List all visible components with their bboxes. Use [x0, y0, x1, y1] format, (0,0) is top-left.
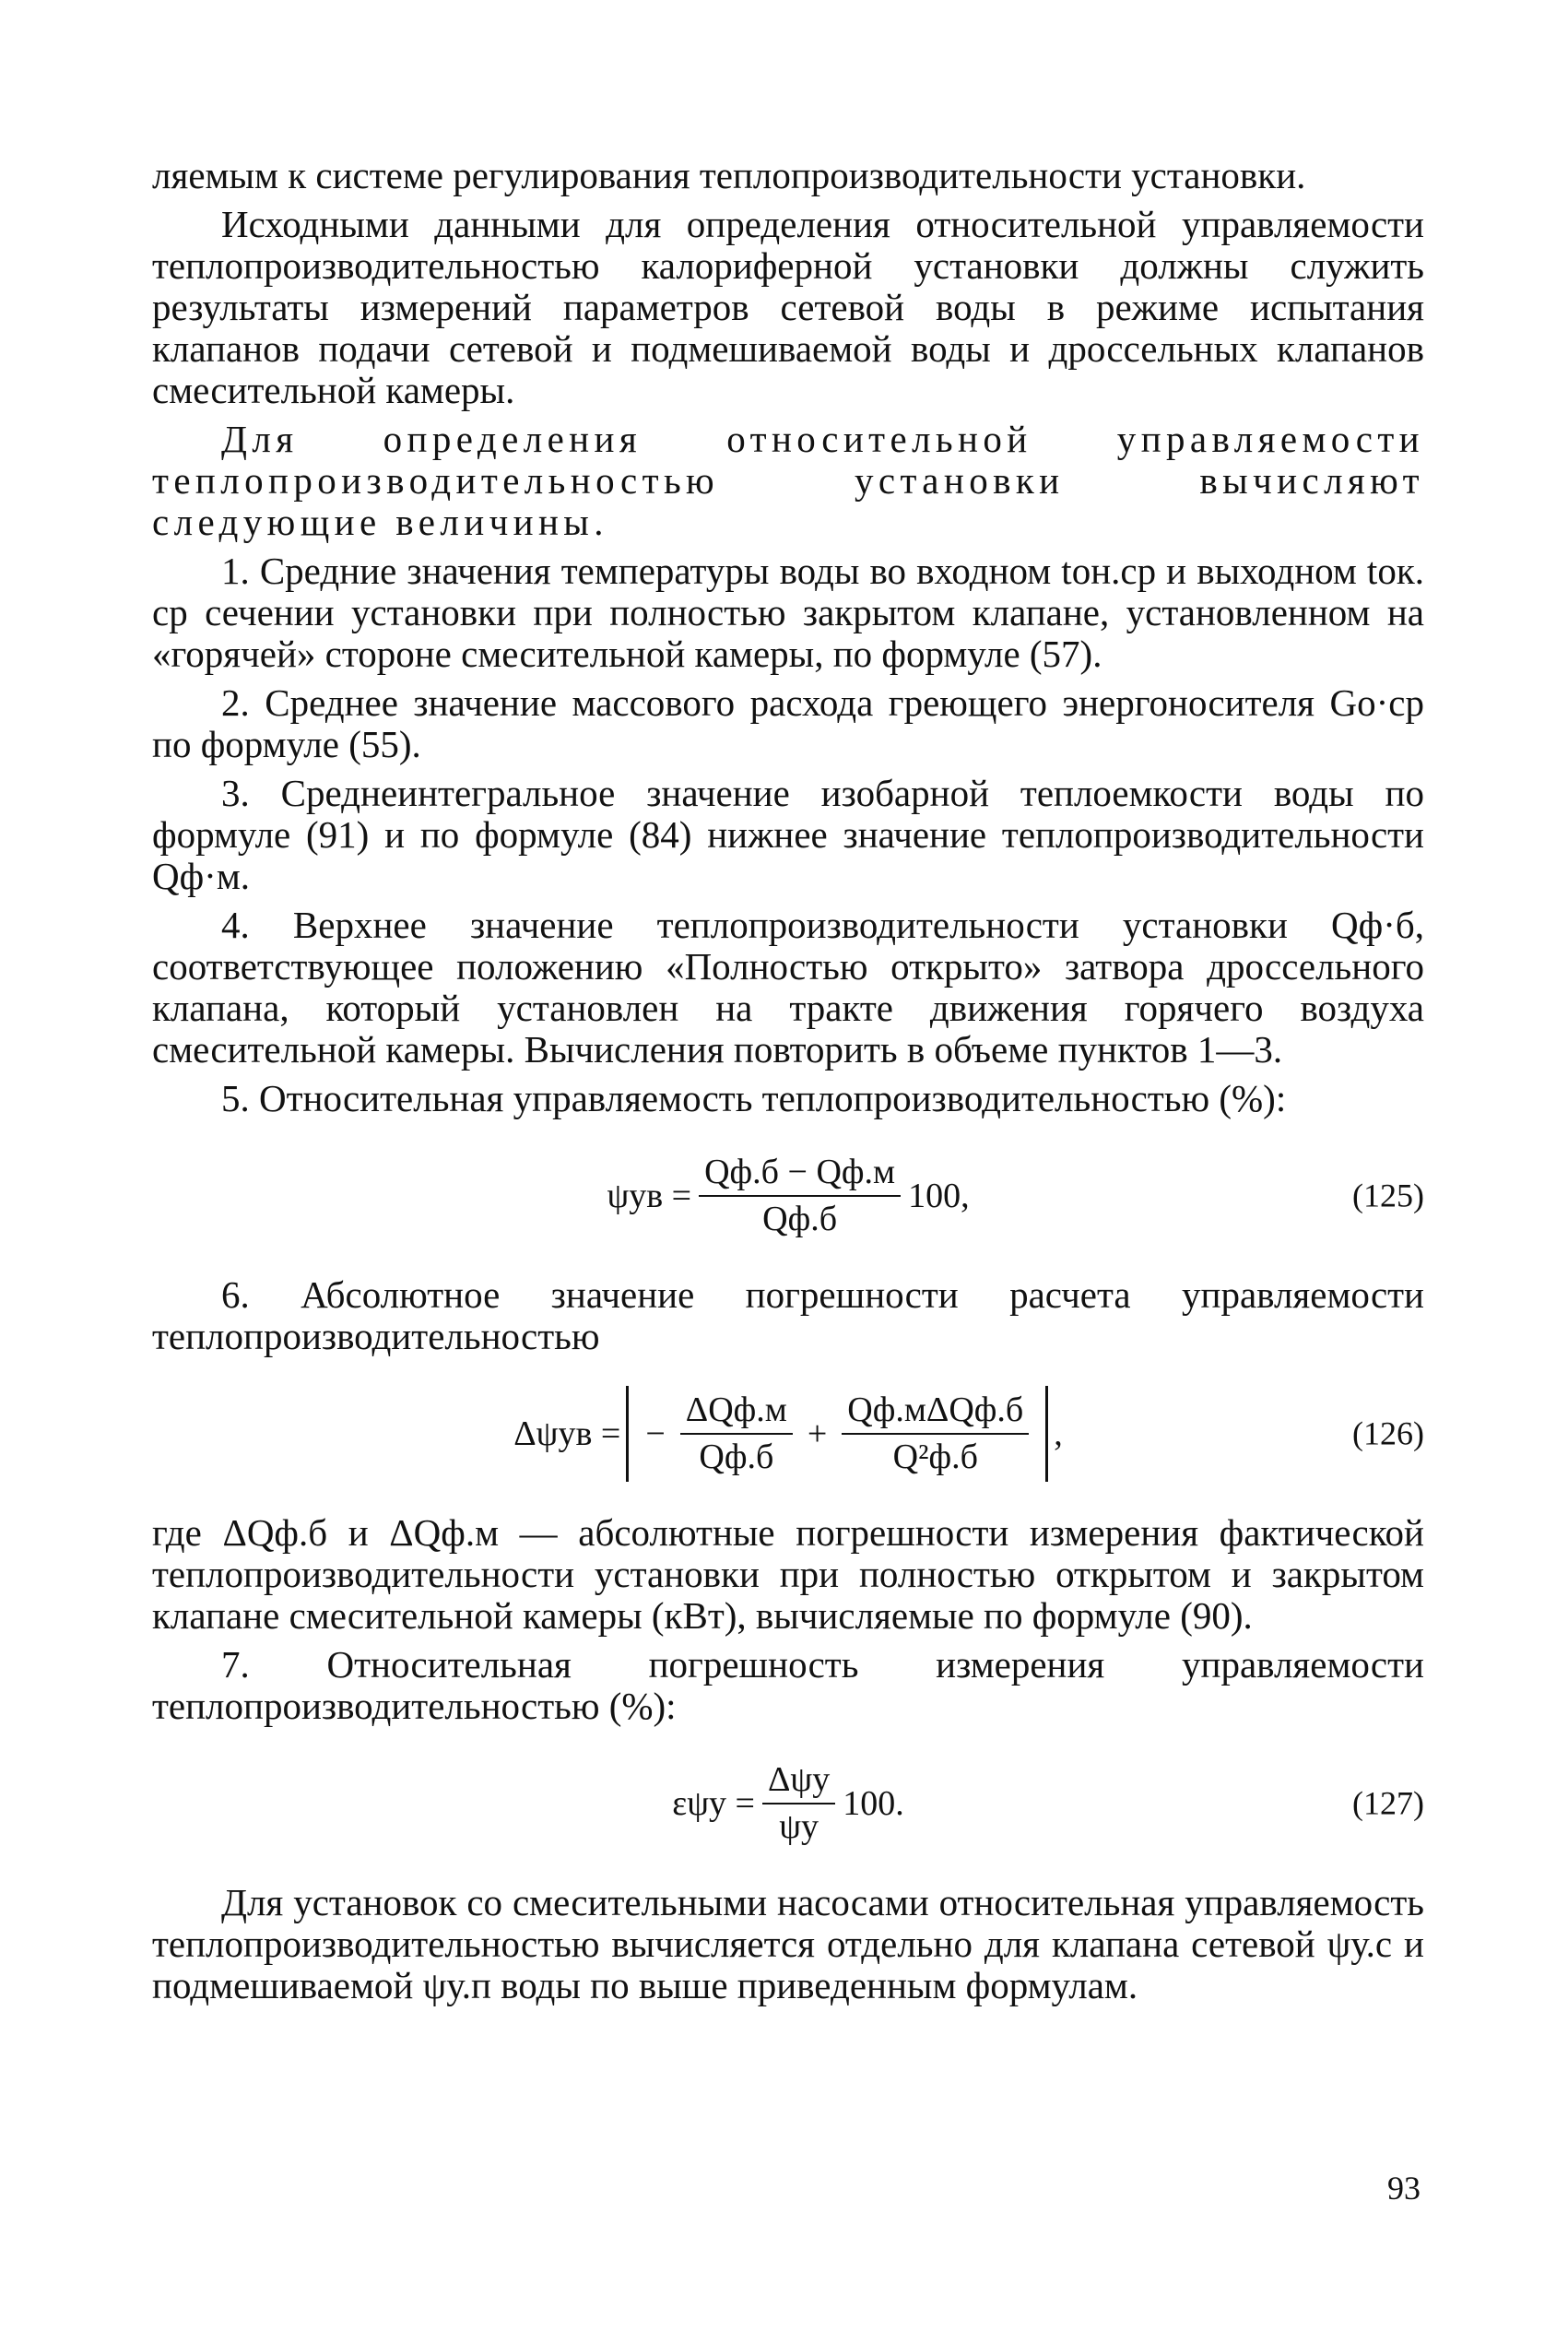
formula-125-lhs: ψув =	[607, 1176, 692, 1215]
formula-126-term-1-numerator: ΔQф.м	[680, 1390, 793, 1435]
list-item-4: 4. Верхнее значение теплопроизводительности установки Qф·б, соответствующее положению «Полностью открыто» затвора дроссельного клапана, который установлен на тракте движения горячего воздуха смесительной камеры. Вычисления повторить в объеме пунктов 1—3.	[152, 904, 1424, 1071]
formula-126-term-1-denominator: Qф.б	[699, 1438, 774, 1476]
formula-127-lhs: εψу =	[672, 1783, 755, 1823]
paragraph-spaced-intro: Для определения относительной управляемости теплопроизводительностью установки вычисляют следующие величины.	[152, 418, 1424, 543]
formula-126-plus: +	[807, 1414, 828, 1453]
list-item-1: 1. Средние значения температуры воды во входном tон.ср и выходном tок. ср сечении установки при полностью закрытом клапане, установленном на «горячей» стороне смесительной камеры, по формуле (57).	[152, 550, 1424, 675]
formula-126-term-2	[842, 1390, 1029, 1478]
paragraph-where: где ΔQф.б и ΔQф.м — абсолютные погрешности измерения фактической теплопроизводительности установки при полностью открытом и закрытом клапане смесительной камеры (кВт), вычисляемые по формуле (90).	[152, 1511, 1424, 1637]
list-item-5: 5. Относительная управляемость теплопроизводительностью (%):	[221, 1077, 1287, 1119]
formula-127-denominator: ψу	[779, 1807, 819, 1846]
formula-126-term-2-denominator: Q²ф.б	[892, 1438, 978, 1476]
paragraph-continuation: ляемым к системе регулирования теплопроизводительности установки.	[152, 154, 1306, 196]
formula-127-fraction	[762, 1759, 835, 1848]
text-body	[152, 155, 1424, 2014]
formula-127	[152, 1734, 1424, 1873]
formula-127-numerator: Δψу	[762, 1759, 835, 1804]
list-item-7: 7. Относительная погрешность измерения управляемости теплопроизводительностью (%):	[152, 1643, 1424, 1727]
list-item-2: 2. Среднее значение массового расхода греющего энергоносителя Gо·ср по формуле (55).	[152, 681, 1424, 765]
formula-126-lhs: Δψув =	[513, 1414, 621, 1453]
paragraph-mixing-pumps: Для установок со смесительными насосами относительная управляемость теплопроизводительностью вычисляется отдельно для клапана сетевой ψу.с и подмешиваемой ψу.п воды по выше приведенным формулам.	[152, 1881, 1424, 2006]
formula-125-number: (125)	[1352, 1177, 1424, 1214]
formula-127-number: (127)	[1352, 1784, 1424, 1822]
page-number: 93	[1387, 2170, 1421, 2207]
paragraph-source-data: Исходными данными для определения относительной управляемости теплопроизводительностью калориферной установки должны служить результаты измерений параметров сетевой воды в режиме испытания клапанов подачи сетевой и подмешиваемой воды и дроссельных клапанов смесительной камеры.	[152, 203, 1424, 411]
list-item-3: 3. Среднеинтегральное значение изобарной теплоемкости воды по формуле (91) и по формуле (84) нижнее значение теплопроизводительности Qф·м.	[152, 772, 1424, 897]
formula-125-numerator: Qф.б − Qф.м	[699, 1152, 901, 1197]
formula-125-fraction	[699, 1152, 901, 1240]
formula-125	[152, 1127, 1424, 1265]
list-item-6: 6. Абсолютное значение погрешности расчета управляемости теплопроизводительностью	[152, 1273, 1424, 1357]
formula-125-denominator: Qф.б	[762, 1200, 838, 1238]
formula-126	[152, 1365, 1424, 1503]
formula-126-tail: ,	[1054, 1414, 1063, 1453]
formula-126-minus: −	[645, 1414, 666, 1453]
formula-127-tail: 100.	[843, 1783, 904, 1823]
formula-126-absolute-value	[626, 1386, 1048, 1482]
formula-126-term-1	[680, 1390, 793, 1478]
formula-125-tail: 100,	[908, 1176, 970, 1215]
formula-126-number: (126)	[1352, 1414, 1424, 1452]
formula-126-term-2-numerator: Qф.мΔQф.б	[842, 1390, 1029, 1435]
